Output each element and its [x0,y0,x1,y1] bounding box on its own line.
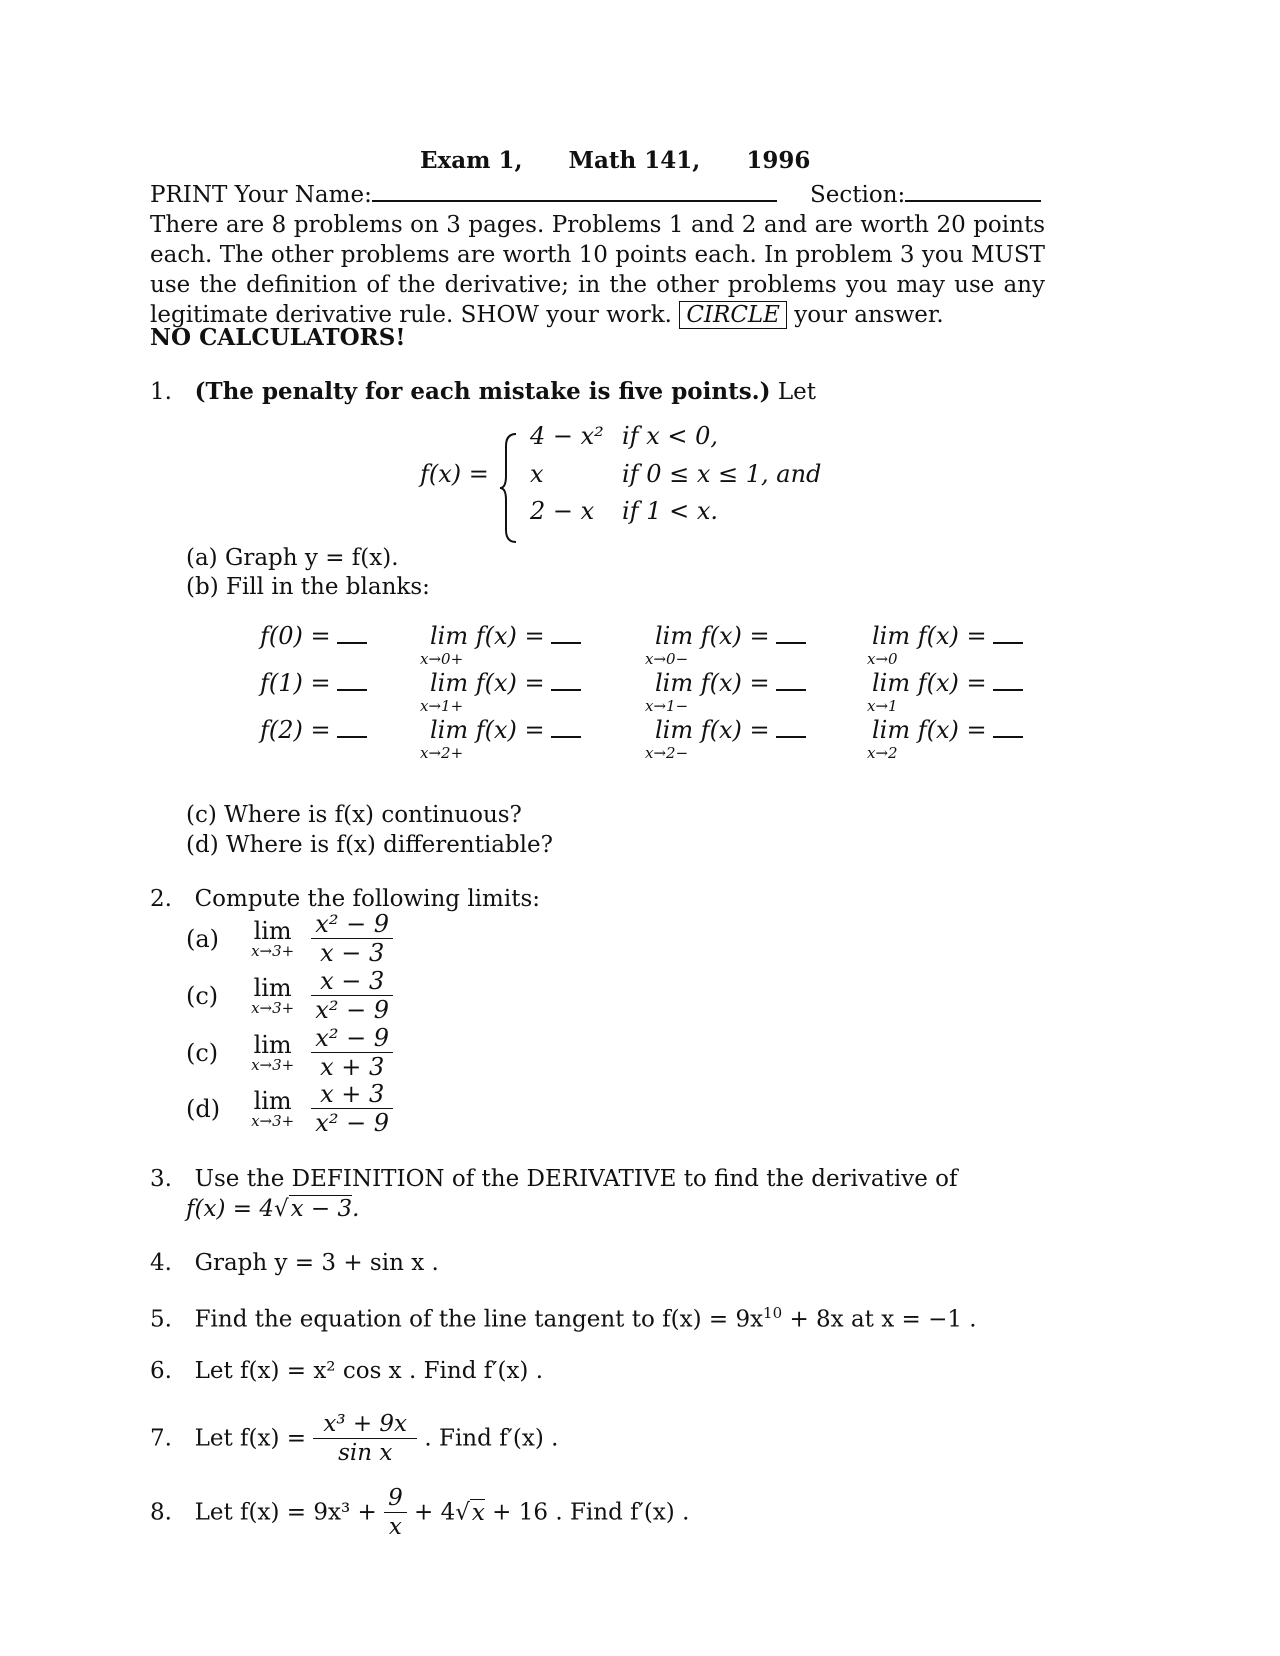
problem6-number: 6. [150,1358,172,1384]
lim-2 [872,716,1023,744]
problem7 [150,1410,558,1467]
problem1-part-b: (b) Fill in the blanks: [186,574,430,600]
answer-blank[interactable] [551,622,581,644]
case-3-cond: if 1 < x. [622,497,718,525]
answer-blank[interactable] [337,669,367,691]
problem8 [150,1484,689,1541]
sqrt-icon: √ [273,1196,289,1222]
lim-1 [872,669,1023,697]
problem2-part-d [186,1080,393,1137]
f2-label: f(2) = [260,716,331,744]
lim-0 [872,622,1023,650]
name-blank[interactable] [372,178,777,202]
blank-f1 [260,669,367,697]
fraction [311,967,393,1024]
problem1-part-c: (c) Where is f(x) continuous? [186,802,522,828]
lim-label: lim f(x) = [430,716,545,744]
name-label: PRINT Your Name: [150,182,372,208]
sub-2-plus: x→2+ [420,744,464,762]
f1-label: f(1) = [260,669,331,697]
sub-0-plus: x→0+ [420,650,464,668]
fraction [311,910,393,967]
problem1-part-d: (d) Where is f(x) differentiable? [186,832,553,858]
sub-0-minus: x→0− [645,650,689,668]
problem1-part-a: (a) Graph y = f(x). [186,545,399,571]
problem3-period: . [352,1196,360,1222]
answer-blank[interactable] [551,669,581,691]
lim-label: lim f(x) = [430,669,545,697]
lim-sub: x→3+ [251,998,295,1017]
denominator: sin x [338,1440,393,1466]
lim-2-plus [430,716,581,744]
lim-0-plus [430,622,581,650]
problem4-number: 4. [150,1250,172,1276]
answer-blank[interactable] [993,716,1023,738]
name-row [150,178,777,208]
lim-label: lim f(x) = [872,622,987,650]
lim-word: lim [253,916,292,945]
brace-icon [498,432,520,544]
lim-sub: x→3+ [251,1111,295,1130]
lim-label: lim f(x) = [655,669,770,697]
problem4 [150,1250,439,1276]
problem3-text: Use the DEFINITION of the DERIVATIVE to find the derivative of [194,1166,958,1192]
numerator: x³ + 9x [313,1410,417,1439]
lim-label: lim f(x) = [872,669,987,697]
instructions-text: There are 8 problems on 3 pages. Problems 1 and 2 and are worth 20 points each. The other problems are worth 10 points each. In problem 3 you MUST use the definition of the derivative; in the other problems you may use any legitimate derivative rule. SHOW your work. [150,212,1045,328]
problem8-number: 8. [150,1499,172,1526]
lim-1-plus [430,669,581,697]
numerator: x + 3 [311,1080,393,1109]
case-3-expr: 2 − x [530,497,595,525]
sub-0: x→0 [867,650,898,668]
problem4-text: Graph y = 3 + sin x . [194,1250,439,1276]
problem8-radicand: x [471,1499,485,1526]
answer-blank[interactable] [337,716,367,738]
answer-blank[interactable] [993,669,1023,691]
problem5-text-tail: + 8x at x = −1 . [782,1306,977,1333]
denominator: x [388,1514,402,1540]
piecewise-fx: f(x) = [420,460,489,488]
piecewise-brace [498,432,520,550]
answer-blank[interactable] [776,669,806,691]
problem3-radicand: x − 3 [290,1196,353,1222]
case-2-expr: x [530,460,544,488]
exam-title [420,147,810,174]
section-row [810,178,1041,208]
answer-blank[interactable] [776,716,806,738]
problem2-part-a [186,910,393,967]
problem6 [150,1358,543,1384]
case-1-expr: 4 − x² [530,422,604,450]
instructions-tail: your answer. [794,302,944,328]
case-1-cond: if x < 0, [622,422,718,450]
problem5 [150,1304,977,1333]
title-course: Math 141, [568,147,701,174]
lim-label: lim f(x) = [655,622,770,650]
problem1-header [150,378,816,405]
problem2-header [150,886,540,912]
problem2-part-c1 [186,967,393,1024]
lim-word: lim [253,1030,292,1059]
denominator: x² − 9 [315,1109,390,1137]
problem7-number: 7. [150,1425,172,1452]
numerator: x² − 9 [311,910,393,939]
problem1-number: 1. [150,379,172,405]
problem2-part-c2 [186,1024,393,1081]
problem8-fraction [384,1484,407,1541]
sub-1-minus: x→1− [645,697,689,715]
section-label: Section: [810,182,906,208]
problem3-line1 [150,1166,958,1192]
problem7-find: . Find f′(x) . [424,1425,559,1452]
problem2-number: 2. [150,886,172,912]
lim-sub: x→3+ [251,941,295,960]
instructions [150,210,1045,330]
problem5-exponent: 10 [763,1304,783,1322]
lim-label: lim f(x) = [430,622,545,650]
part-label: (c) [186,981,219,1010]
lim-sub: x→3+ [251,1055,295,1074]
sub-1: x→1 [867,697,898,715]
sub-2: x→2 [867,744,898,762]
denominator: x² − 9 [315,996,390,1024]
answer-blank[interactable] [993,622,1023,644]
case-2-cond: if 0 ≤ x ≤ 1, and [622,460,822,488]
no-calculators: NO CALCULATORS! [150,324,406,351]
problem8-mid: + 4 [414,1499,456,1526]
fraction [311,1080,393,1137]
problem2-text: Compute the following limits: [194,886,540,912]
section-blank[interactable] [905,178,1041,202]
problem3-line2 [186,1196,359,1222]
lim-word: lim [253,1086,292,1115]
problem6-text: Let f(x) = x² cos x . Find f′(x) . [194,1358,544,1384]
problem8-end: + 16 . Find f′(x) . [484,1499,690,1526]
problem5-text: Find the equation of the line tangent to f(x) = 9x [194,1306,764,1333]
problem1-let: Let [777,379,816,405]
denominator: x − 3 [320,939,385,967]
problem5-number: 5. [150,1306,172,1333]
lim-word: lim [253,973,292,1002]
lim-2-minus [655,716,806,744]
numerator: 9 [384,1484,407,1513]
sqrt-icon: √ [455,1499,470,1526]
answer-blank[interactable] [776,622,806,644]
answer-blank[interactable] [551,716,581,738]
part-label: (d) [186,1094,221,1123]
circle-box: CIRCLE [679,301,787,329]
blank-f0 [260,622,367,650]
problem8-let: Let f(x) = 9x³ + [194,1499,377,1526]
sub-2-minus: x→2− [645,744,689,762]
lim-1-minus [655,669,806,697]
problem1-bold-intro: (The penalty for each mistake is five points.) [194,378,771,405]
lim-label: lim f(x) = [872,716,987,744]
denominator: x + 3 [320,1053,385,1081]
answer-blank[interactable] [337,622,367,644]
lim-label: lim f(x) = [655,716,770,744]
title-exam: Exam 1, [420,147,523,174]
problem7-fraction [313,1410,417,1467]
blank-f2 [260,716,367,744]
part-label: (a) [186,924,220,953]
title-year: 1996 [746,147,811,174]
f0-label: f(0) = [260,622,331,650]
numerator: x² − 9 [311,1024,393,1053]
sub-1-plus: x→1+ [420,697,464,715]
lim-0-minus [655,622,806,650]
problem7-let: Let f(x) = [194,1425,307,1452]
fraction [311,1024,393,1081]
numerator: x − 3 [311,967,393,996]
problem3-number: 3. [150,1166,172,1192]
problem3-fx: f(x) = 4 [186,1196,274,1222]
part-label: (c) [186,1038,219,1067]
